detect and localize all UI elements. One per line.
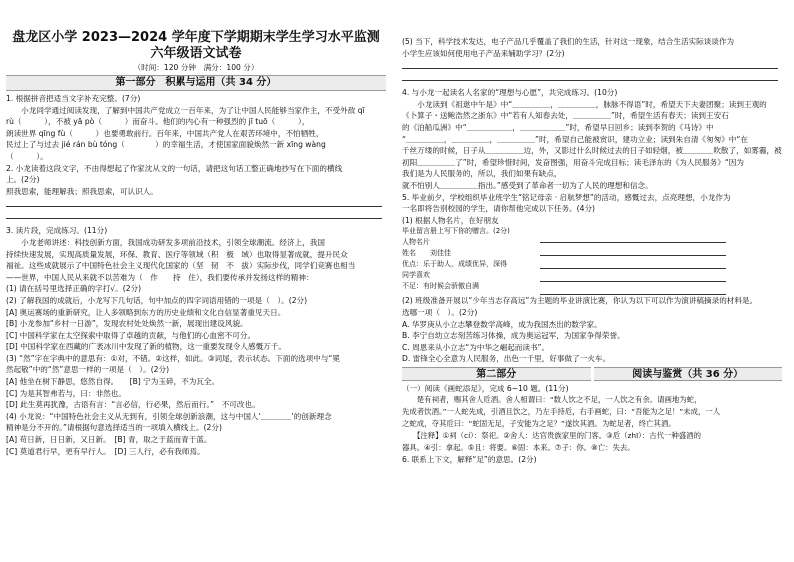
reading-head: （一）阅读《画蛇添足》，完成 6~10 题。(11分) [402,383,569,393]
q4-line: 初阳＿＿＿＿＿了”时，希望珍惜时间，发奋图强，用奋斗完成目标；读毛泽东的《为人民服务》“因为 [402,157,744,167]
q5b-line: 选哪一项（ ）。(2分) [402,307,478,317]
answer-line[interactable] [402,59,778,69]
q5-line: (1) 根据人物名片，在好朋友 [402,215,499,225]
exam-subtitle: 六年级语文试卷 [150,46,242,61]
q3-line: [C] 中国科学家在太空探索中取得了卓越的贡献，与他们的心血密不可分。 [6,330,256,340]
reading-note: 【注释】①祠（cí）：祭祀。②舍人：达官贵族家里的门客。③卮（zhī）：古代一种盛酒的 [402,431,701,441]
q1-line: （ ）。 [6,151,48,161]
q3-line: [C] 为是其智弗若与，曰：非然也。 [6,388,126,398]
person-card [402,226,534,295]
card-name [402,248,534,259]
q4-line: 小龙读到《祖逖中午是》中“＿＿＿＿＿，＿＿＿＿＿，脉脉不得语”时，希望天下夫妻团聚；读到王观的 [402,99,767,109]
q5-line: 一名即将告别校园的学生，请你帮他完成以下任务。(4分) [402,204,596,214]
exam-title: 盘龙区小学 2023—2024 学年度下学期期末学生学习水平监测 [12,30,380,45]
q3-line: (4) 小龙说：“中国特色社会主义从无到有，引领全球创新浪潮，这与中国人‘＿＿＿＿’的创新理念 [6,411,332,421]
q3-line: 小龙老师讲述：科技创新方面，我国成功研发多项前沿技术，引领全球潮流。经济上，我国 [6,237,325,247]
message-answer-lines[interactable] [540,230,726,295]
person-card-row [402,226,782,295]
reading-text-line: 先成者饮酒。”一人蛇先成，引酒且饮之，乃左手持卮，右手画蛇，曰：“吾能为之足！”未成，一人 [402,407,721,417]
answer-line[interactable] [6,209,382,219]
q2-line: 2. 小龙读着这段文字，不由得想起了作家沈从文的一句话，请把这句话工整正确地抄写在下面的横线 [6,163,343,173]
q3-line: (3) “然”字在字典中的意思有：①对，不错。②这样，如此。③词尾，表示状态。下面的选项中与“冕 [6,353,340,363]
q4-line: 就不怕别人＿＿＿＿＿指出。”感受到了革命者一切为了人民的理想和信念。 [402,180,653,190]
q2-line: 上。(2分) [6,175,40,185]
card-merit-2: 同学喜欢 [402,271,430,280]
q4-line: 4. 与小龙一起读名人名家的“理想与心愿”，共完成练习。(10分) [402,88,618,98]
part2-label: 第二部分 [402,367,591,381]
q2-quote: 照我思索，能理解我；照我思索，可认识人。 [6,186,158,196]
q1-line: 1. 根据拼音把适当文字补充完整。(7分) [6,94,141,103]
q3-line: 然起敬”中的“然”意思一样的一项是（ ）。(2分) [6,365,170,375]
q5b-option: A. 华罗庚从小立志攀登数学高峰，成为我国杰出的数学家。 [402,319,602,329]
q1-line: 朗读世界 qīng fù（ ）也要勇敢前行。百年来，中国共产党人在艰苦环境中，不怕牺牲， [6,128,324,138]
q3-5-line: (5) 当下，科学技术发达，电子产品几乎覆盖了我们的生活，针对这一现象，结合生活实际谈谈作为 [402,37,735,46]
q1-line: 小龙同学通过阅读发现，了解到中国共产党成立一百年来，为了让中国人民能够当家作主，不受外敌 qī [6,105,365,115]
q5b-option: C. 周恩来从小立志“为中华之崛起而读书”。 [402,342,550,352]
q3-line: [D] 此生莫再犹豫，古语有言：“言必信，行必果，然后而行。” 不可改也。 [6,400,260,410]
card-lead: 毕业留言册上写下你的赠言。(2分) [402,227,510,236]
q3-line: [D] 中国科学家在西藏的广袤冰川中发现了新的植物，这一重要发现令人感慨万千。 [6,342,286,352]
left-column [6,0,386,562]
q3-line: [B] 小龙参加“乡村一日游”，发现农村处处焕然一新，展现出建设风貌。 [6,319,248,329]
reading-note: 器具。④引：拿起。⑤且：将要。⑥固：本来。⑦子：你。⑧亡：失去。 [402,443,635,453]
q6-line: 6. 联系上下文，解释“足”的意思。(2分) [402,455,537,465]
q3-line: ——世界，中国人民从来就不以苦难为（ 作 持 住），我们要传承并发扬这样的精神： [6,272,314,282]
card-name-label: 姓名 [402,249,416,258]
right-column [402,0,782,562]
q5b-option: D. 雷锋全心全意为人民服务，出色一千里，好事做了一火车。 [402,354,611,364]
q5b-line: (2) 班级准备开展以“少年当志存高远”为主题的毕业讲演比赛，你认为以下可以作为演讲稿摘录的材料是。 [402,296,758,306]
q1-line: rù（ ），不被 yā pò（ ）而奋斗。他们的内心有一种强烈的 jī tuō（ ）， [6,117,310,127]
q3-line: [A] 他坐在树下静思，悠然自得。 [B] 宁为玉碎，不为瓦全。 [6,377,220,387]
card-title: 人物名片 [402,238,430,247]
q5-line: 5. 毕业前夕，学校组织毕业班学生“铭记母亲 · 启航梦想”的活动，感慨过去，点亮理想，小龙作为 [402,192,731,202]
exam-meta: （时间：120 分钟 满分：100 分） [133,63,259,72]
q5b-option: B. 李宁自幼立志刻苦练习体操，成为奥运冠军，为国家争得荣誉。 [402,331,625,341]
card-merit: 优点：乐于助人，成绩优异，深得 [402,260,507,269]
section-bar-part2 [402,367,782,381]
answer-line[interactable] [402,71,778,81]
q1-line: 民过上了与过去 jié rán bù tóng（ ）的幸福生活，才使国家面貌焕然一新 xīng wàng [6,140,326,150]
q4-line: 《卜算子・送鲍浩然之浙东》中“若有人知春去处，＿＿＿＿＿”时，希望生活有春天；读到王安石 [402,111,729,121]
card-short: 不足：有时候会骄傲自满 [402,282,479,291]
answer-line[interactable] [6,197,382,207]
section-bar-part1: 第一部分 积累与运用（共 34 分） [6,75,386,91]
part2-title: 阅读与鉴赏（共 36 分） [594,367,783,381]
reading-text-line: 楚有祠者，赐其舍人卮酒。舍人相谓曰：“数人饮之不足，一人饮之有余。请画地为蛇， [402,395,702,405]
q3-line: [A] 奥运赛场的重新研究，让人多领略到东方的历史业绩和文化自信显著重见天日。 [6,307,286,317]
q3-line: [C] 莫道君行早，更有早行人。 [D] 三人行，必有我师焉。 [6,446,205,456]
q3-line: 3. 读片段，完成练习。(11分) [6,226,108,236]
reading-text-line: 之蛇成，夺其卮曰：“蛇固无足，子安能为之足？”遂饮其酒。为蛇足者，终亡其酒。 [402,419,676,429]
q3-line: 福祉。这些成就展示了中国特色社会主义现代化国家的（坚 韧 不 拔）实际步伐，同学们竞赛也相当 [6,261,356,271]
card-name-value: 刘佳佳 [430,249,451,258]
q3-line: [A] 苟日新，日日新，又日新。 [B] 青，取之于蓝而青于蓝。 [6,435,212,445]
q3-line: (1) 请在括号里选择正确的字打√。(2分) [6,284,142,294]
q4-line: 千丝万缕的时候，日子从＿＿＿＿＿边，外，又影过什么时候过去的日子如轻烟，被＿＿＿＿吹散了，如雾霾，被 [402,146,782,156]
q3-line: 精神是分不开的。”请根据句意选择适当的一项填入横线上。(2分) [6,423,222,433]
q4-line: “＿＿＿＿＿，＿＿＿＿＿，＿＿＿＿＿”时，希望自己能被赏识，建功立业；读到朱自清《匆匆》中“在 [402,134,748,144]
q3-5-line: 小学生应该如何使用电子产品来辅助学习？(2分) [402,48,565,58]
q3-line: (2) 了解我国的成就后，小龙写下几句话，句中加点的四字词语用错的一项是（ ）。(2分) [6,295,308,305]
q4-line: 的《泊船瓜洲》中“＿＿＿＿＿＿，＿＿＿＿＿＿”时，希望早日回乡；读到李贺的《马诗》中 [402,122,714,132]
q4-line: 我们是为人民服务的，所以，我们如果有缺点， [402,169,562,179]
q3-line: 持续快速发展，实现高质量发展，环保、教育、医疗等领域（积 极 域）也取得显著成就，提升民众 [6,249,348,259]
